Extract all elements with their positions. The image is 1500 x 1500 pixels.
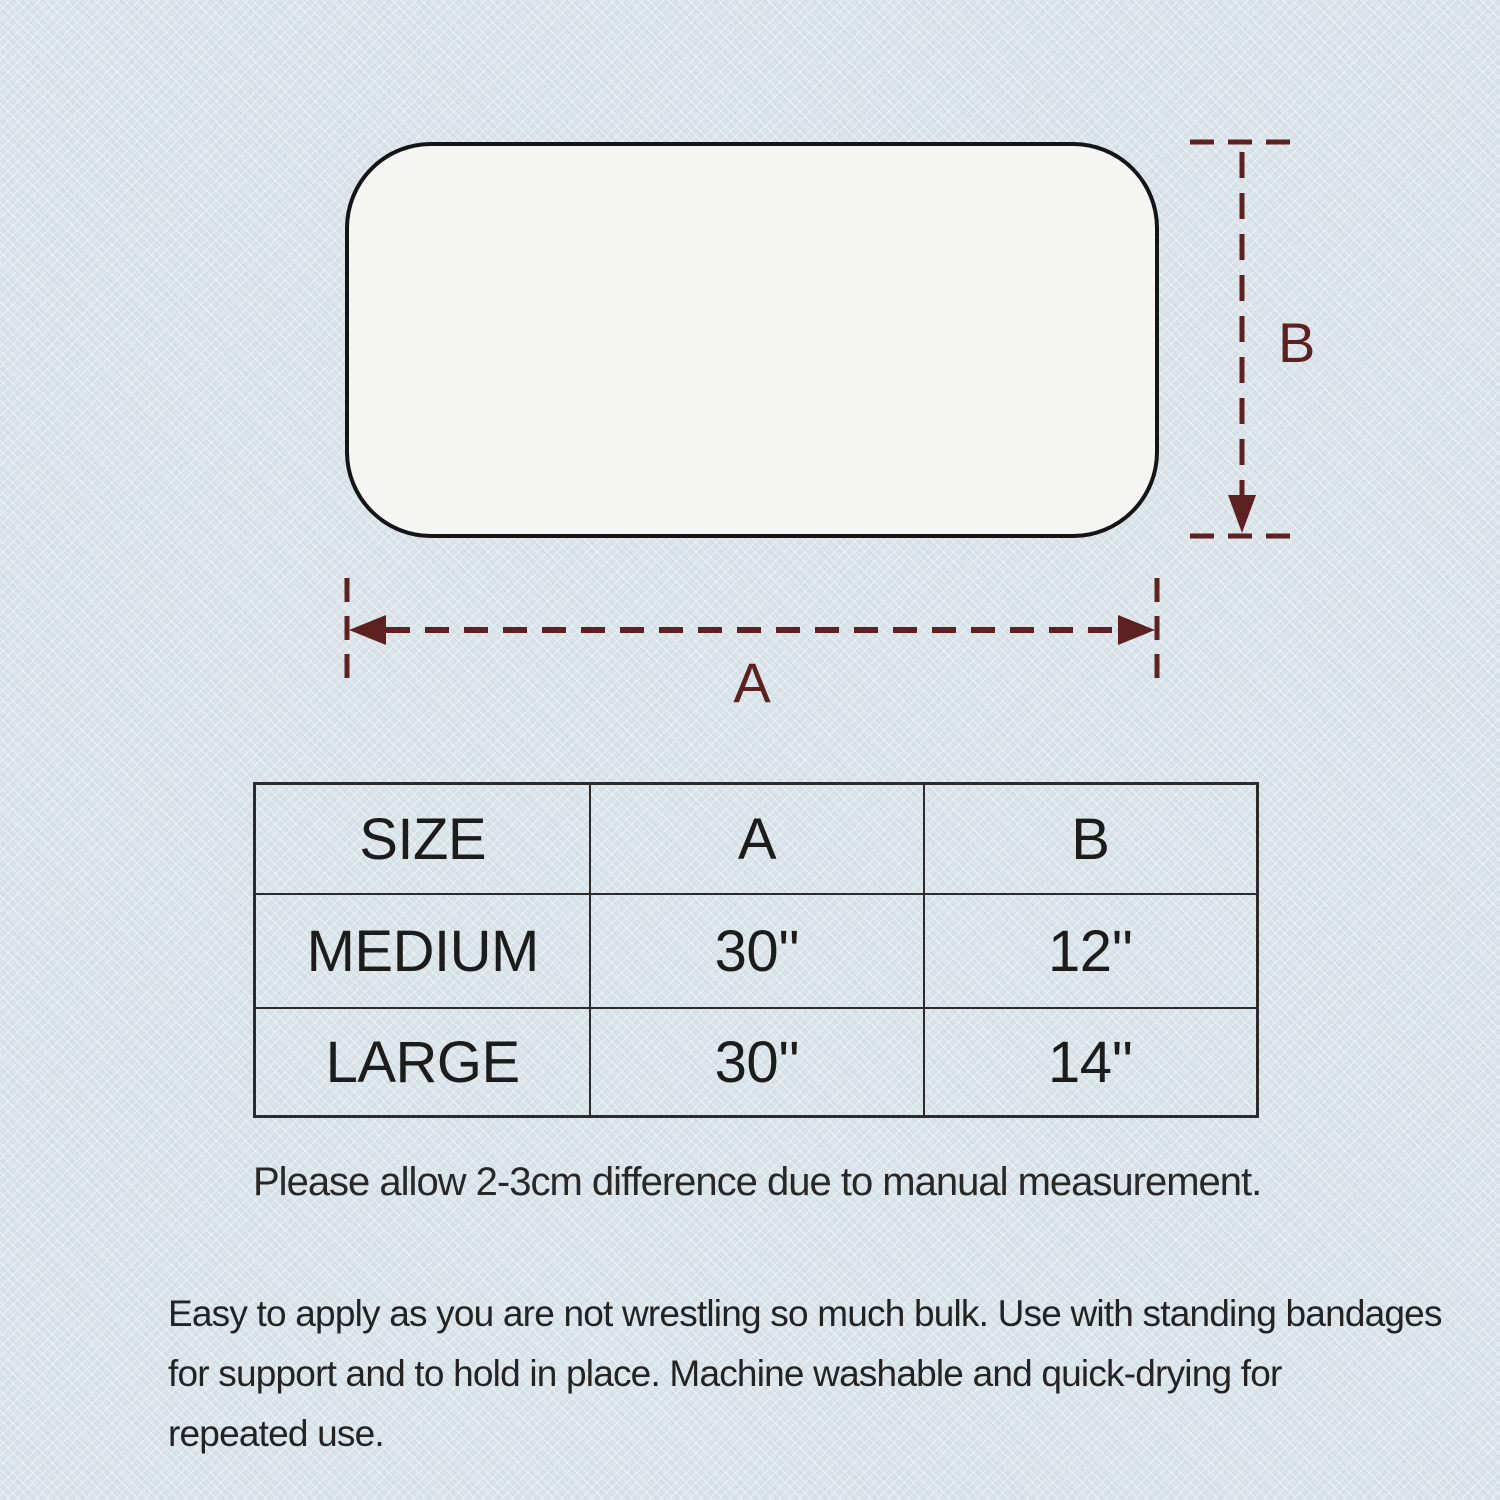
size-table-header-b: B	[923, 785, 1256, 893]
height-dimension-label: B	[1278, 311, 1316, 374]
height-dimension	[1190, 142, 1315, 536]
height-arrow-head	[1228, 495, 1256, 533]
product-description	[168, 1284, 1442, 1464]
size-table-row-medium	[256, 893, 1256, 1007]
size-table-row-large	[256, 1007, 1256, 1115]
b-cell-medium: 12''	[923, 893, 1256, 1007]
width-arrow-head-right	[1118, 615, 1155, 645]
size-table	[253, 782, 1259, 1118]
size-cell-medium: MEDIUM	[256, 893, 589, 1007]
description-line-2: for support and to hold in place. Machine washable and quick-drying for	[168, 1353, 1282, 1394]
width-arrow-head-left	[349, 615, 386, 645]
description-line-1: Easy to apply as you are not wrestling so much bulk. Use with standing bandages	[168, 1293, 1442, 1334]
description-line-3: repeated use.	[168, 1413, 384, 1454]
product-outline-shape	[347, 144, 1157, 536]
width-dimension-label: A	[733, 651, 771, 714]
a-cell-large: 30''	[589, 1007, 922, 1115]
measurement-note: Please allow 2-3cm difference due to manual measurement.	[253, 1160, 1262, 1204]
size-table-header-a: A	[589, 785, 922, 893]
width-dimension	[347, 578, 1157, 714]
size-cell-large: LARGE	[256, 1007, 589, 1115]
size-table-header-row	[256, 785, 1256, 893]
size-table-header-size: SIZE	[359, 806, 487, 872]
b-cell-large: 14''	[923, 1007, 1256, 1115]
a-cell-medium: 30''	[589, 893, 922, 1007]
